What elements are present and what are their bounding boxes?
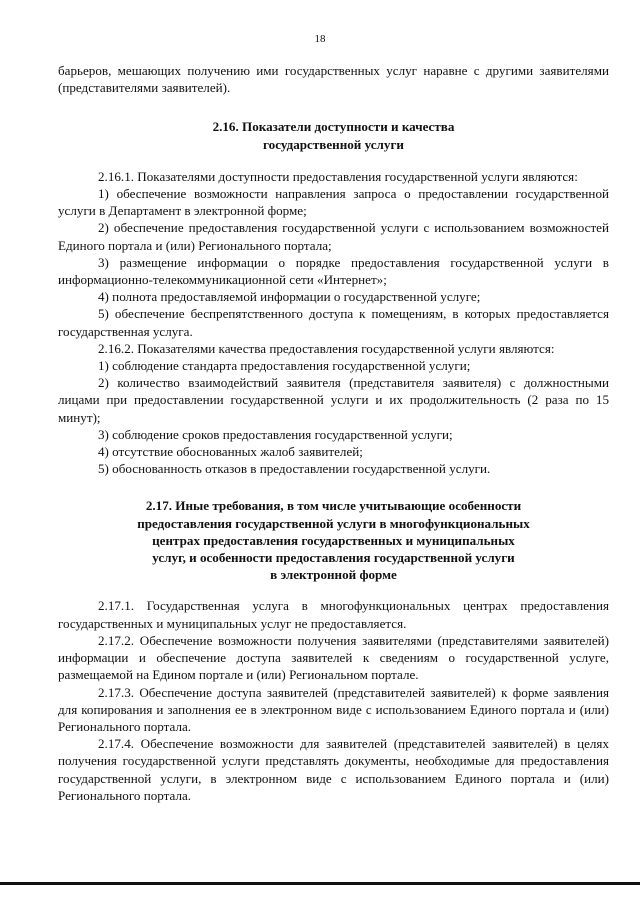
section-2-17-title-line: центрах предоставления государственных и муниципальных — [152, 532, 515, 548]
list-item-access: 3) размещение информации о порядке предоставления государственной услуги в информационно-телекоммуникационной сети «Интернет»; — [58, 254, 609, 288]
list-item-access: 1) обеспечение возможности направления запроса о предоставлении государственной услуги в Департамент в электронной форме; — [58, 186, 609, 219]
list-item-access: 5) обеспечение беспрепятственного доступа к помещениям, в которых предоставляется государственная услуга. — [58, 306, 609, 339]
list-item-access: 2) обеспечение предоставления государственной услуги с использованием возможностей Единого портала и (или) Регионального портала; — [58, 220, 609, 253]
paragraph-2-17-3: 2.17.3. Обеспечение доступа заявителей (представителей заявителей) к форме заявления для копирования и заполнения ее в электронном виде с использованием Единого портала и (или) Регионального портала. — [58, 684, 609, 734]
list-item-quality: 5) обоснованность отказов в предоставлении государственной услуги. — [98, 461, 491, 477]
section-2-17-title-line: в электронной форме — [270, 567, 397, 583]
section-2-17-title-line: 2.17. Иные требования, в том числе учитывающие особенности — [145, 498, 522, 514]
paragraph-2-17-4: 2.17.4. Обеспечение возможности для заявителей (представителей заявителей) в целях получения государственной услуги представлять документы, необходимые для предоставления государственной услуги, в электронном виде с использованием Единого портала и (или) Регионального портала. — [58, 736, 609, 803]
section-2-17-title-line: предоставления государственной услуги в многофункциональных — [137, 515, 530, 531]
paragraph-2-17-2: 2.17.2. Обеспечение возможности получения заявителями (представителями заявителей) информации и обеспечение доступа заявителей к сведениям о государственной услуге, размещаемой на Едином портале и (или) Региональном портале. — [58, 632, 609, 683]
paragraph-2-17-1: 2.17.1. Государственная услуга в многофункциональных центрах предоставления государственных и муниципальных услуг не предоставляется. — [58, 598, 609, 631]
list-item-quality: 3) соблюдение сроков предоставления государственной услуги; — [98, 426, 453, 442]
footer-divider — [0, 882, 640, 885]
list-item-quality: 4) отсутствие обоснованных жалоб заявителей; — [98, 444, 363, 460]
paragraph-2-16-1: 2.16.1. Показателями доступности предоставления государственной услуги являются: — [98, 168, 578, 184]
section-2-17-title — [58, 497, 609, 583]
section-2-17-title-line: услуг, и особенности предоставления государственной услуги — [152, 550, 515, 566]
section-2-16-title — [58, 118, 609, 152]
page-number: 18 — [314, 33, 326, 45]
list-item-quality: 1) соблюдение стандарта предоставления государственной услуги; — [98, 358, 471, 374]
paragraph-2-16-2: 2.16.2. Показателями качества предоставления государственной услуги являются: — [98, 340, 555, 356]
section-2-16-title-line: 2.16. Показатели доступности и качества — [212, 119, 455, 135]
document-body — [58, 62, 609, 804]
intro-paragraph: барьеров, мешающих получению ими государственных услуг наравне с другими заявителями (представителями заявителей). — [58, 63, 609, 96]
list-item-access: 4) полнота предоставляемой информации о государственной услуге; — [98, 289, 481, 305]
section-2-16-title-line: государственной услуги — [263, 136, 404, 152]
list-item-quality: 2) количество взаимодействий заявителя (представителя заявителя) с должностными лицами при предоставлении государственной услуги и их продолжительность (2 раза по 15 минут); — [58, 375, 609, 425]
